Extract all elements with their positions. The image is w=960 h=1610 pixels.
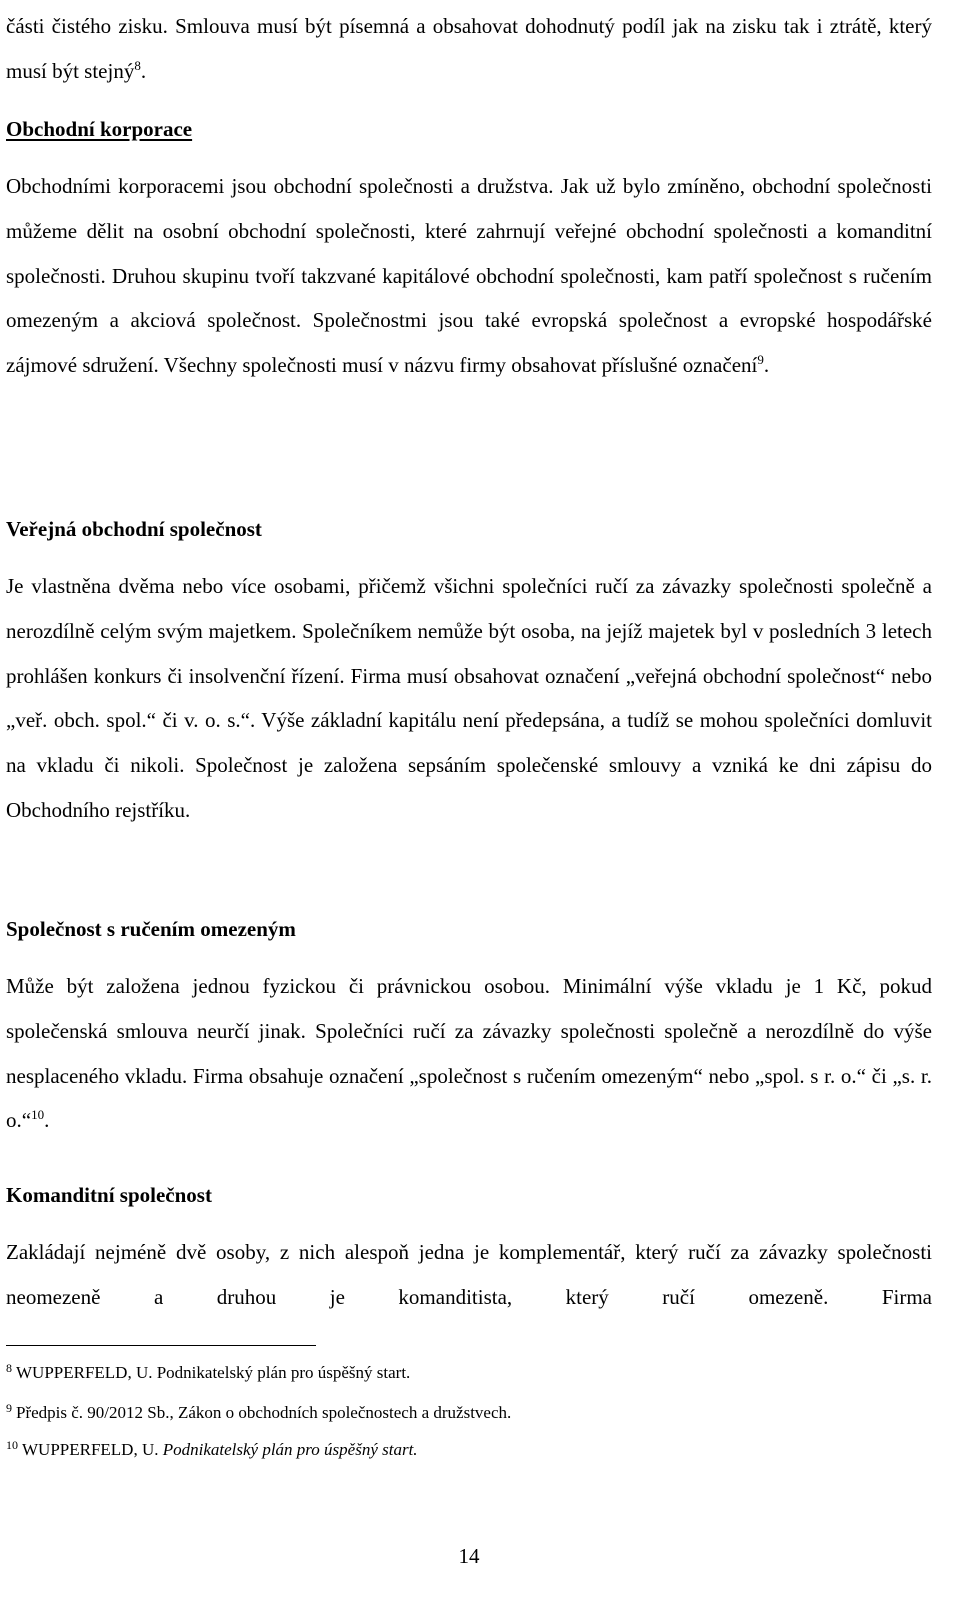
footnote-text: Předpis č. 90/2012 Sb., Zákon o obchodních společnostech a družstvech.	[16, 1403, 512, 1422]
footnote-title: Podnikatelský plán pro úspěšný start.	[162, 1440, 418, 1459]
heading-komanditni-spolecnost: Komanditní společnost	[6, 1183, 212, 1207]
paragraph-komanditni-spolecnost: Zakládají nejméně dvě osoby, z nich alespoň jedna je komplementář, který ručí za závazky společnosti neomezeně a druhou je komanditista, který ručí omezeně. Firma	[6, 1240, 932, 1309]
paragraph-verejna-obchodni-spolecnost: Je vlastněna dvěma nebo více osobami, přičemž všichni společníci ručí za závazky společnosti společně a nerozdílně celým svým majetkem. Společníkem nemůže být osoba, na jejíž majetek byl v posledních 3 letech prohlášen konkurs či insolvenční řízení. Firma musí obsahovat označení „veřejná obchodní společnost“ nebo „veř. obch. spol.“ či v. o. s.“. Výše základní kapitálu není předepsána, a tudíž se mohou společníci domluvit na vkladu či nikoli. Společnost je založena sepsáním společenské smlouvy a vzniká ke dni zápisu do Obchodního rejstříku.	[6, 574, 932, 822]
footnote-number: 10	[6, 1438, 18, 1452]
heading-verejna-obchodni-spolecnost: Veřejná obchodní společnost	[6, 517, 262, 541]
footnote-9	[6, 1403, 511, 1423]
intro-text: části čistého zisku. Smlouva musí být písemná a obsahovat dohodnutý podíl jak na zisku tak i ztrátě, který musí být stejný	[6, 14, 932, 83]
footnote-text: WUPPERFELD, U. Podnikatelský plán pro úspěšný start.	[16, 1363, 411, 1382]
page-number: 14	[458, 1544, 480, 1568]
sro-end: .	[44, 1108, 50, 1133]
document-page	[6, 0, 932, 1610]
korporace-end: .	[763, 353, 770, 378]
heading-spolecnost-s-rucenim-omezenym: Společnost s ručením omezeným	[6, 917, 296, 941]
paragraph-obchodni-korporace	[6, 164, 932, 388]
intro-end: .	[140, 58, 147, 83]
footnote-ref-10[interactable]: 10	[31, 1107, 45, 1123]
korporace-text: Obchodními korporacemi jsou obchodní společnosti a družstva. Jak už bylo zmíněno, obchodní společnosti můžeme dělit na osobní obchodní společnosti, které zahrnují veřejné obchodní společnosti a komanditní společnosti. Druhou skupinu tvoří takzvané kapitálové obchodní společnosti, kam patří společnost s ručením omezeným a akciová společnost. Společnostmi jsou také evropská společnost a evropské hospodářské zájmové sdružení. Všechny společnosti musí v názvu firmy obsahovat příslušné označení	[6, 174, 932, 378]
footnote-author: WUPPERFELD, U.	[22, 1440, 163, 1459]
footnote-number: 8	[6, 1361, 12, 1375]
footnote-ref-8[interactable]: 8	[134, 57, 141, 73]
paragraph-spolecnost-s-rucenim-omezenym	[6, 964, 932, 1143]
footnote-10	[6, 1440, 418, 1460]
sro-text: Může být založena jednou fyzickou či právnickou osobou. Minimální výše vkladu je 1 Kč, pokud společenská smlouva neurčí jinak. Společníci ručí za závazky společnosti společně a nerozdílně do výše nesplaceného vkladu. Firma obsahuje označení „společnost s ručením omezeným“ nebo „spol. s r. o.“ či „s. r. o.“	[6, 974, 932, 1133]
footnote-separator	[6, 1345, 316, 1346]
intro-paragraph	[6, 4, 932, 94]
heading-obchodni-korporace: Obchodní korporace	[6, 117, 193, 141]
footnote-ref-9[interactable]: 9	[757, 352, 764, 368]
footnote-8	[6, 1363, 410, 1383]
footnote-number: 9	[6, 1401, 12, 1415]
